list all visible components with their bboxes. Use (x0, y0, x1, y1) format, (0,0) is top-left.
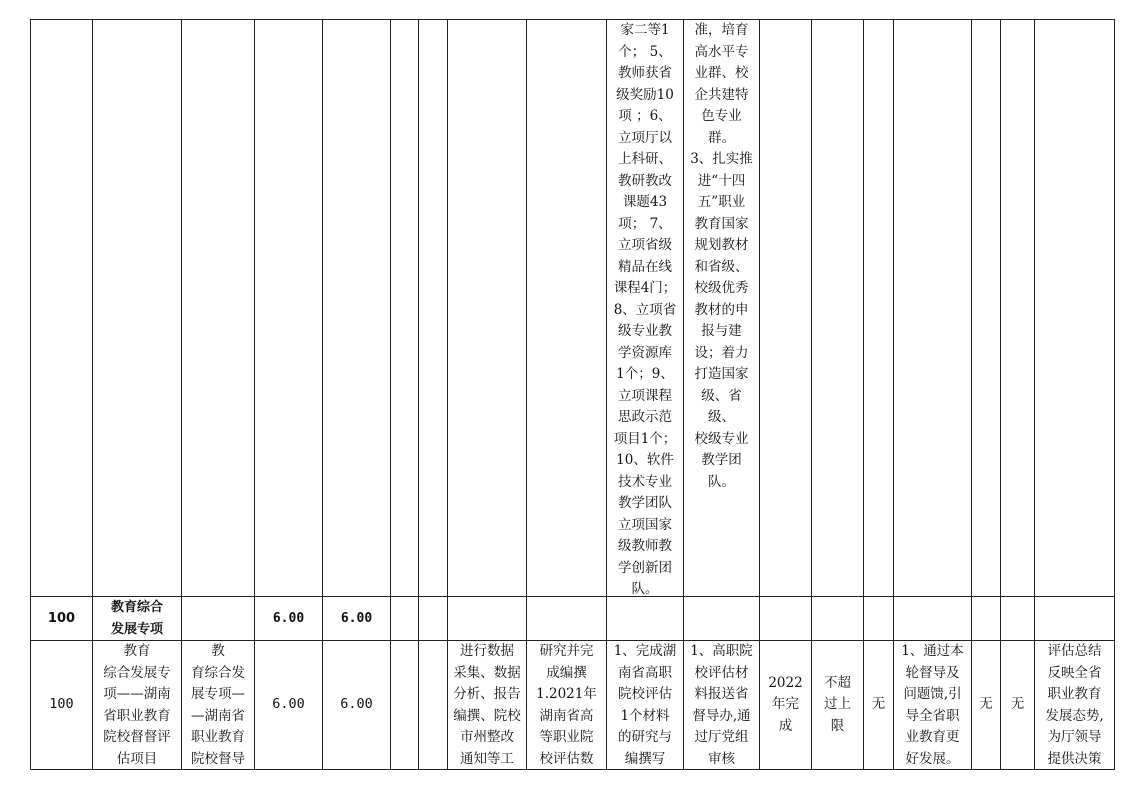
sustainable-impact: 无 (1010, 696, 1025, 713)
project-amount-budget: 6.00 (340, 696, 373, 713)
project-code: 100 (49, 696, 74, 713)
timeliness-indicator: 2022 年完 成 (768, 674, 803, 734)
budget-table (30, 19, 1115, 770)
project-objective: 研究并完 成编撰 1.2021年 湖南省高 等职业院 校评估数 (536, 643, 597, 767)
category-code: 100 (47, 610, 76, 626)
economic-benefit: 无 (871, 696, 886, 713)
table-row (31, 20, 1115, 597)
table-row (31, 641, 1115, 770)
project-description: 教 育综合发 展专项— —湖南省 职业教育 院校督导 (191, 643, 245, 767)
project-name: 教育 综合发展专 项——湖南 省职业教育 院校督督评 估项目 (103, 643, 171, 767)
category-name: 教育综合 发展专项 (110, 600, 163, 637)
table-row (31, 597, 1115, 641)
performance-target-text: 家二等1 个； 5、 教师获省 级奖励10 项 ；6、 立项厅以 上科研、 教研教改 课题43 项； 7、 立项省级 精品在线 课程4门； 8、立项省 级专业教 学资源库 1个；9、 立项课程 思政示范 项目1个； 10、软件 技术专业 教学团队 立项国家 级教师教 学创新团 队。 (613, 22, 677, 596)
category-amount-total: 6.00 (272, 610, 305, 626)
ecological-benefit: 无 (979, 696, 993, 713)
satisfaction-indicator: 评估总结 反映全省 职业教育 发展态势, 为厅领导 提供决策 (1045, 643, 1104, 767)
output-indicator: 1、完成湖 南省高职 院校评估 1个材料 的研究与 编撰写 (613, 643, 677, 767)
construction-goal-text: 准，培育 高水平专 业群、校 企共建特 色专业 群。 3、扎实推 进“十四 五”职业 教育国家 规划教材 和省级、 校级优秀 教材的申 报与建 设；着力 打造国家 级、省级、 校级专业 教学团 队。 (690, 22, 753, 490)
project-content: 进行数据 采集、数据 分析、报告 编撰、院校 市州整改 通知等工 (453, 643, 521, 767)
social-benefit: 1、通过本 轮督导及 问题馈,引 导全省职 业教育更 好发展。 (901, 643, 964, 767)
quality-indicator: 1、高职院 校评估材 料报送省 督导办,通 过厅党组 审核 (690, 643, 753, 767)
category-amount-budget: 6.00 (340, 610, 373, 626)
project-amount-total: 6.00 (272, 696, 305, 713)
cost-indicator: 不超 过上 限 (824, 674, 851, 734)
